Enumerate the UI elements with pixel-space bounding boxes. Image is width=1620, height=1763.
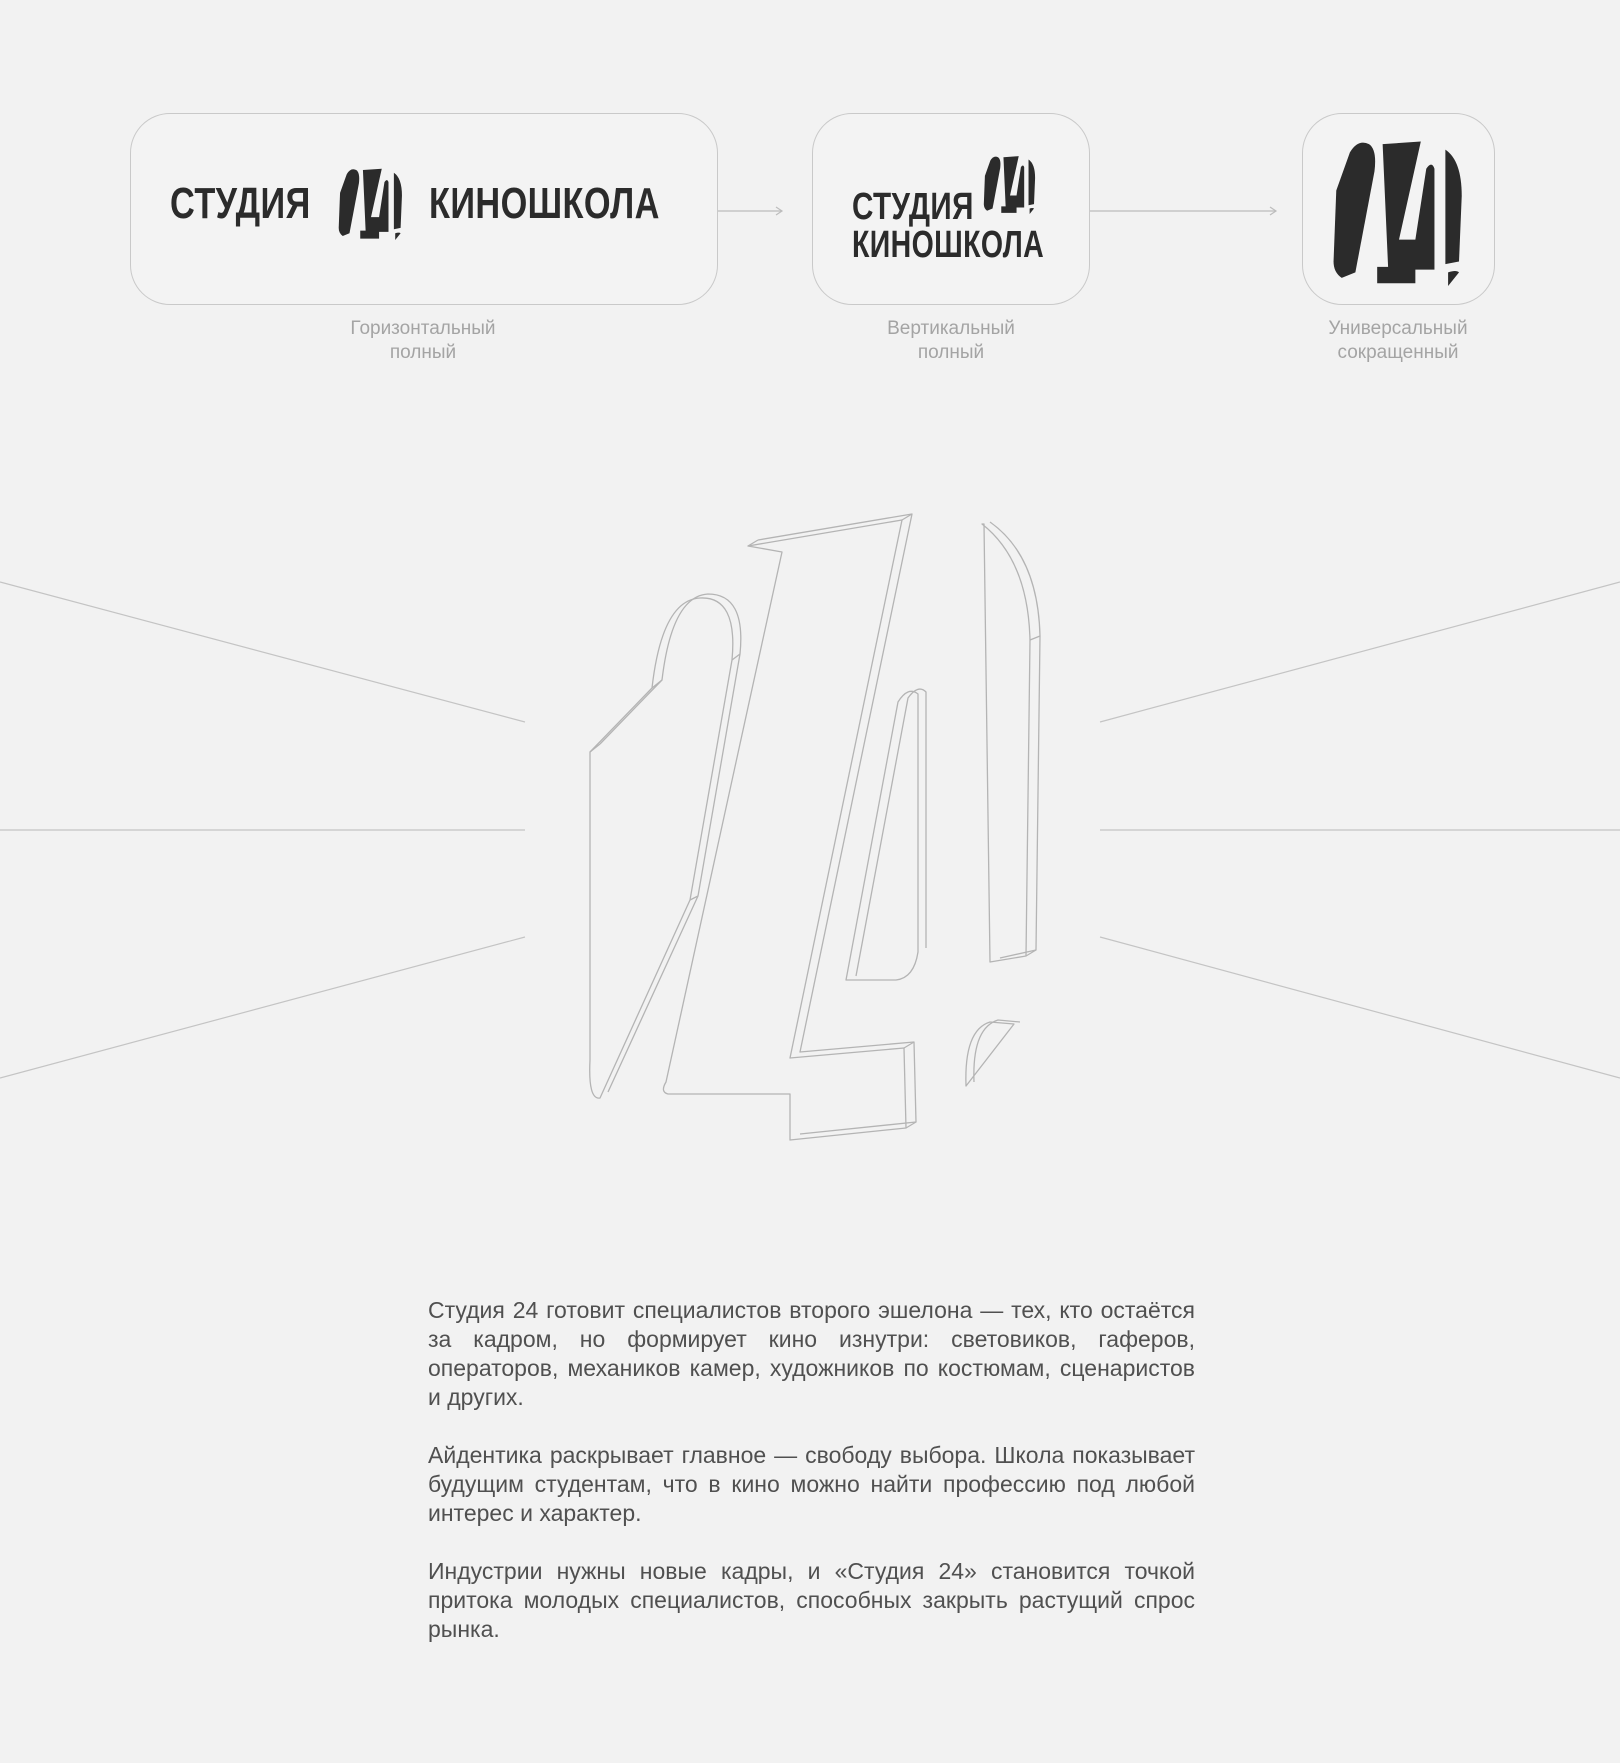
- logo-word-studio: СТУДИЯ: [852, 186, 974, 228]
- logo-24-mark: [975, 154, 1045, 214]
- caption-short: [1278, 317, 1518, 365]
- caption-vertical-line1: Вертикальный: [887, 318, 1015, 339]
- logo-24-mark: [336, 166, 406, 240]
- logo-word-kinoshkola: КИНОШКОЛА: [429, 179, 660, 228]
- wire-digit-4: [663, 520, 906, 1140]
- wire-digit-2: [590, 598, 733, 1098]
- logo-24-mark: [1327, 136, 1471, 286]
- body-paragraph-2: Айдентика раскрывает главное — свободу выбора. Школа показывает будущим студентам, что в кино можно найти профессию под любой интерес и характер.: [428, 1442, 1195, 1526]
- connector-arrow-1: [718, 205, 784, 217]
- logo-word-studio: СТУДИЯ: [170, 179, 311, 228]
- caption-short-line1: Универсальный: [1328, 318, 1468, 339]
- logo-word-kinoshkola: КИНОШКОЛА: [852, 224, 1045, 266]
- caption-horizontal: [303, 317, 543, 365]
- caption-horizontal-line1: Горизонтальный: [350, 318, 496, 339]
- caption-short-line2: сокращенный: [1337, 342, 1459, 363]
- logo-card-short: [1302, 113, 1495, 305]
- logo-card-horizontal: [130, 113, 718, 305]
- wire-exclamation-dot: [966, 1022, 1014, 1086]
- caption-vertical-line2: полный: [917, 342, 985, 363]
- caption-horizontal-line2: полный: [389, 342, 457, 363]
- body-paragraph-3: Индустрии нужны новые кадры, и «Студия 24» становится точкой притока молодых специалистов, способных закрыть растущий спрос рынка.: [428, 1558, 1195, 1642]
- wireframe-24-illustration: [0, 480, 1620, 1180]
- perspective-lines: [0, 582, 1620, 1180]
- logo-card-vertical: [812, 113, 1090, 305]
- connector-arrow-2: [1090, 205, 1278, 217]
- body-paragraph-1: Студия 24 готовит специалистов второго эшелона — тех, кто остаётся за кадром, но формирует кино изнутри: световиков, гаферов, операторов, механиков камер, художников по костюмам, сценаристов и других.: [428, 1297, 1195, 1410]
- caption-vertical: [831, 317, 1071, 365]
- wire-exclamation-bar: [982, 524, 1030, 962]
